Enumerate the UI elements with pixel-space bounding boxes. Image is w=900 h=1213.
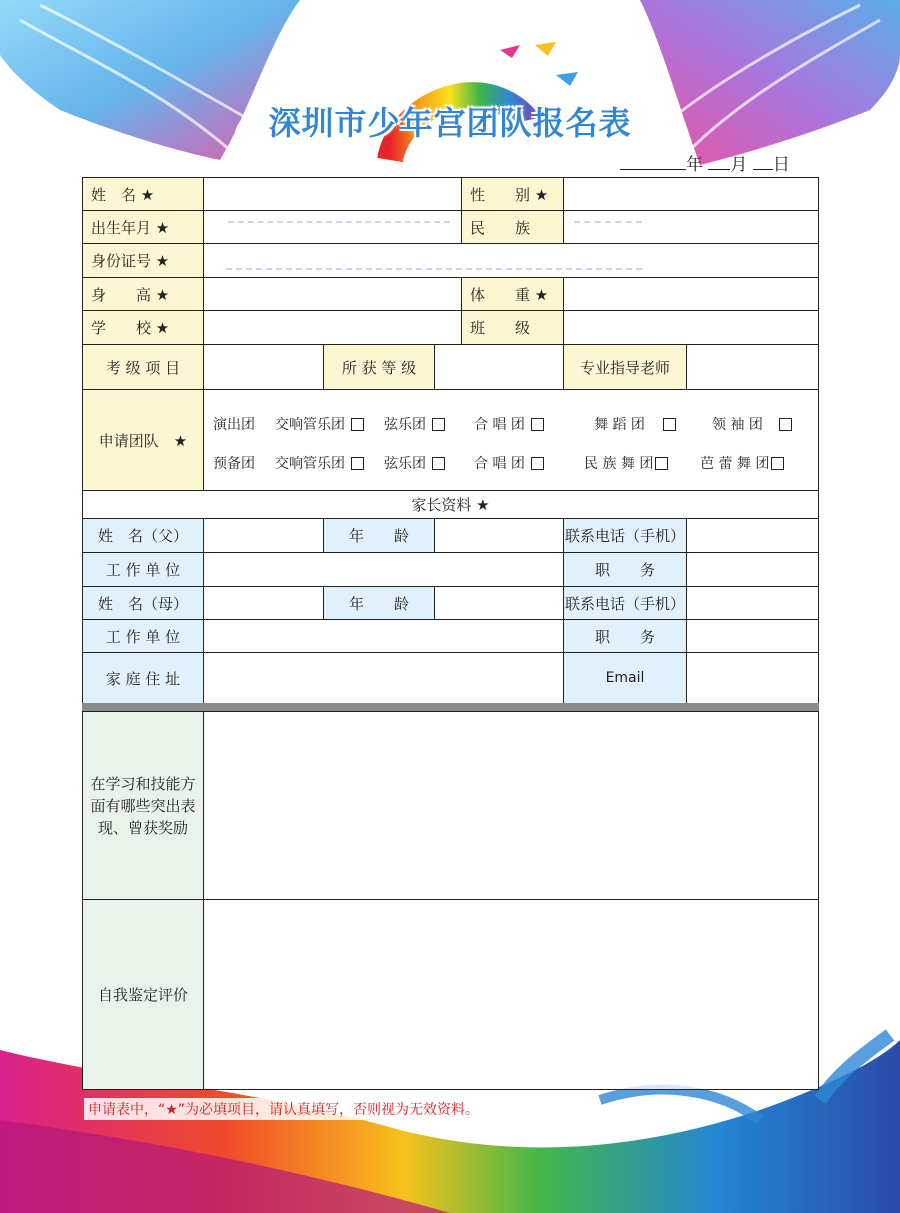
mother-phone-field[interactable] (686, 586, 819, 620)
team-option[interactable]: 合 唱 团 (474, 453, 544, 473)
dashed-guide (226, 268, 642, 270)
team-option[interactable]: 民 族 舞 团 (584, 453, 668, 473)
section-divider (82, 703, 819, 711)
month-label: 月 (730, 155, 748, 175)
address-field[interactable] (203, 652, 564, 704)
weight-label: 体 重 ★ (461, 277, 564, 311)
checkbox[interactable] (531, 418, 544, 431)
ethnicity-field[interactable] (563, 210, 819, 244)
team-option[interactable]: 芭 蕾 舞 团 (700, 453, 784, 473)
team-option[interactable]: 交响管乐团 (275, 453, 364, 473)
dashed-guide (228, 221, 450, 223)
checkbox[interactable] (432, 418, 445, 431)
father-work-field[interactable] (203, 552, 564, 587)
month-blank[interactable] (708, 155, 730, 170)
year-blank[interactable] (620, 155, 686, 170)
email-label: Email (563, 652, 687, 704)
id-number-field[interactable] (203, 243, 819, 278)
year-label: 年 (686, 155, 703, 175)
team-option[interactable]: 领 袖 团 (712, 414, 792, 434)
father-age-field[interactable] (434, 518, 564, 553)
father-phone-field[interactable] (686, 518, 819, 553)
dashed-guide (574, 221, 642, 223)
self-evaluation-field[interactable] (203, 899, 819, 1090)
birth-label: 出生年月 ★ (82, 210, 204, 244)
weight-field[interactable] (563, 277, 819, 311)
class-label: 班 级 (461, 310, 564, 345)
father-position-label: 职 务 (563, 552, 687, 587)
exam-item-field[interactable] (203, 344, 324, 390)
school-label: 学 校 ★ (82, 310, 204, 345)
grade-label: 所 获 等 级 (323, 344, 435, 390)
address-label: 家 庭 住 址 (82, 652, 204, 704)
id-number-label: 身份证号 ★ (82, 243, 204, 278)
mother-position-label: 职 务 (563, 619, 687, 653)
mother-work-label: 工 作 单 位 (82, 619, 204, 653)
name-label: 姓 名 ★ (82, 177, 204, 211)
mother-position-field[interactable] (686, 619, 819, 653)
team-option[interactable]: 弦乐团 (384, 414, 445, 434)
mother-name-label: 姓 名（母） (82, 586, 204, 620)
father-work-label: 工 作 单 位 (82, 552, 204, 587)
page-title: 深圳市少年宫团队报名表 (268, 104, 632, 142)
father-age-label: 年 龄 (323, 518, 435, 553)
birth-field[interactable] (203, 210, 462, 244)
ethnicity-label: 民 族 (461, 210, 564, 244)
height-field[interactable] (203, 277, 462, 311)
mother-work-field[interactable] (203, 619, 564, 653)
name-field[interactable] (203, 177, 462, 211)
mother-name-field[interactable] (203, 586, 324, 620)
achievements-label: 在学习和技能方面有哪些突出表现、曾获奖励 (82, 711, 204, 900)
day-label: 日 (772, 155, 790, 175)
team-option[interactable]: 交响管乐团 (275, 414, 364, 434)
parent-section-header: 家长资料 ★ (82, 490, 819, 519)
team-option[interactable]: 合 唱 团 (474, 414, 544, 434)
checkbox[interactable] (351, 457, 364, 470)
exam-item-label: 考 级 项 目 (82, 344, 204, 390)
father-name-field[interactable] (203, 518, 324, 553)
team-option[interactable]: 舞 蹈 团 (594, 414, 676, 434)
team-options (203, 389, 819, 491)
team-group-label: 演出团 (213, 417, 255, 433)
team-option[interactable]: 弦乐团 (384, 453, 445, 473)
achievements-field[interactable] (203, 711, 819, 900)
email-field[interactable] (686, 652, 819, 704)
checkbox[interactable] (779, 418, 792, 431)
apply-team-label: 申请团队 ★ (82, 389, 204, 491)
teacher-field[interactable] (686, 344, 819, 390)
school-field[interactable] (203, 310, 462, 345)
checkbox[interactable] (771, 457, 784, 470)
class-field[interactable] (563, 310, 819, 345)
checkbox[interactable] (663, 418, 676, 431)
mother-phone-label: 联系电话（手机） (563, 586, 687, 620)
checkbox[interactable] (655, 457, 668, 470)
day-blank[interactable] (753, 155, 773, 170)
self-evaluation-label: 自我鉴定评价 (82, 899, 204, 1090)
height-label: 身 高 ★ (82, 277, 204, 311)
team-group-label: 预备团 (213, 456, 255, 472)
grade-field[interactable] (434, 344, 564, 390)
checkbox[interactable] (351, 418, 364, 431)
date-line (620, 150, 790, 175)
father-phone-label: 联系电话（手机） (563, 518, 687, 553)
checkbox[interactable] (531, 457, 544, 470)
checkbox[interactable] (432, 457, 445, 470)
father-position-field[interactable] (686, 552, 819, 587)
gender-field[interactable] (563, 177, 819, 211)
father-name-label: 姓 名（父） (82, 518, 204, 553)
required-note: 申请表中，“★”为必填项目，请认真填写，否则视为无效资料。 (84, 1098, 483, 1120)
mother-age-label: 年 龄 (323, 586, 435, 620)
mother-age-field[interactable] (434, 586, 564, 620)
gender-label: 性 别 ★ (461, 177, 564, 211)
teacher-label: 专业指导老师 (563, 344, 687, 390)
